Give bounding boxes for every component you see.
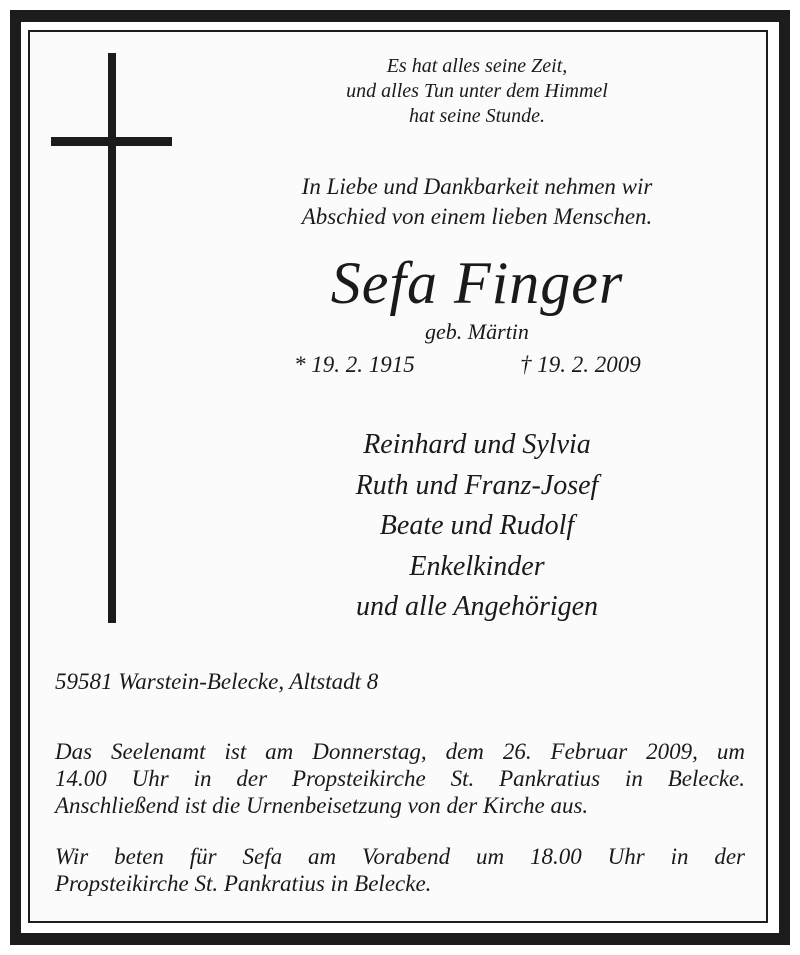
service-line: Anschließend ist die Urnenbeisetzung von der Kirche aus. [55, 793, 589, 818]
maiden-name: geb. Märtin [425, 319, 529, 344]
cross-horizontal-bar [51, 137, 172, 146]
prayer-notice [55, 843, 745, 897]
family-address: 59581 Warstein-Belecke, Altstadt 8 [55, 669, 379, 694]
motto-verse [262, 54, 692, 129]
motto-line: Es hat alles seine Zeit, [386, 55, 568, 77]
motto-line: und alles Tun unter dem Himmel [346, 80, 608, 102]
birth-date: * 19. 2. 1915 [294, 352, 415, 377]
intro-line: In Liebe und Dankbarkeit nehmen wir [301, 174, 653, 199]
mourner-item: Beate und Rudolf [379, 510, 575, 541]
mourners-list [262, 425, 692, 628]
intro-text [262, 172, 692, 232]
deceased-name: Sefa Finger [330, 250, 624, 316]
prayer-line: Wir beten für Sefa am Vorabend um 18.00 Uhr in der [55, 844, 745, 869]
motto-line: hat seine Stunde. [408, 105, 546, 127]
service-notice [55, 738, 745, 819]
intro-line: Abschied von einem lieben Menschen. [301, 204, 653, 229]
mourner-item: Ruth und Franz-Josef [355, 469, 599, 501]
mourner-item: Enkelkinder [409, 550, 545, 582]
service-line: 14.00 Uhr in der Propsteikirche St. Pankratius in Belecke. [55, 766, 745, 791]
mourner-item: und alle Angehörigen [355, 591, 599, 622]
prayer-line: Propsteikirche St. Pankratius in Belecke. [55, 871, 432, 896]
mourner-item: Reinhard und Sylvia [363, 429, 591, 460]
death-date: † 19. 2. 2009 [520, 352, 641, 377]
service-line: Das Seelenamt ist am Donnerstag, dem 26. Februar 2009, um [55, 739, 745, 764]
